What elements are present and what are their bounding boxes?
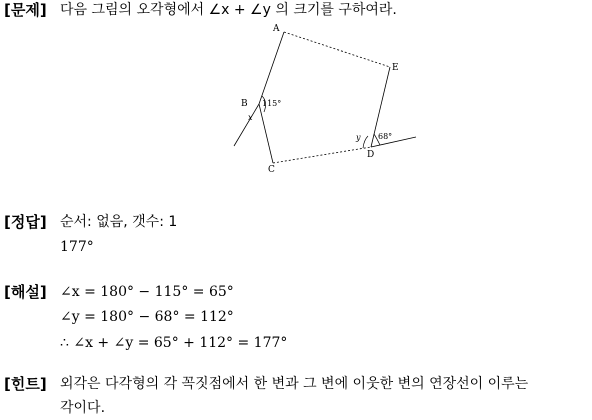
side-cd <box>273 147 371 163</box>
angle-label-x: x <box>248 113 253 122</box>
side-bc <box>259 104 273 163</box>
extension-ab <box>234 104 259 146</box>
vertex-e: E <box>392 63 399 73</box>
angle-label-115: 115° <box>262 99 282 108</box>
angle-label-y: y <box>356 133 361 142</box>
side-ae <box>284 32 390 67</box>
hint-label: [힌트] <box>4 375 47 393</box>
angle-arc-d-inner <box>363 136 368 148</box>
solution-line3: ∴ ∠x + ∠y = 65° + 112° = 177° <box>60 335 288 351</box>
answer-line1: 순서: 없음, 갯수: 1 <box>60 214 178 230</box>
vertex-d: D <box>367 150 375 160</box>
vertex-c: C <box>268 165 275 175</box>
solution-line2: ∠y = 180° − 68° = 112° <box>60 309 234 325</box>
side-ab <box>259 32 284 104</box>
angle-label-68: 68° <box>378 132 393 141</box>
answer-label: [정답] <box>4 213 47 231</box>
solution-label: [해설] <box>4 283 47 301</box>
pentagon-figure <box>226 20 426 180</box>
vertex-b: B <box>241 99 248 109</box>
problem-text: 다음 그림의 오각형에서 ∠x + ∠y 의 크기를 구하여라. <box>60 2 397 18</box>
hint-line1: 외각은 다각형의 각 꼭짓점에서 한 변과 그 변에 이웃한 변의 연장선이 이루는 <box>60 376 529 392</box>
hint-line2: 각이다. <box>60 400 106 416</box>
answer-value: 177° <box>60 239 94 255</box>
solution-line1: ∠x = 180° − 115° = 65° <box>60 284 234 300</box>
problem-label: [문제] <box>4 1 47 19</box>
vertex-a: A <box>273 24 280 34</box>
